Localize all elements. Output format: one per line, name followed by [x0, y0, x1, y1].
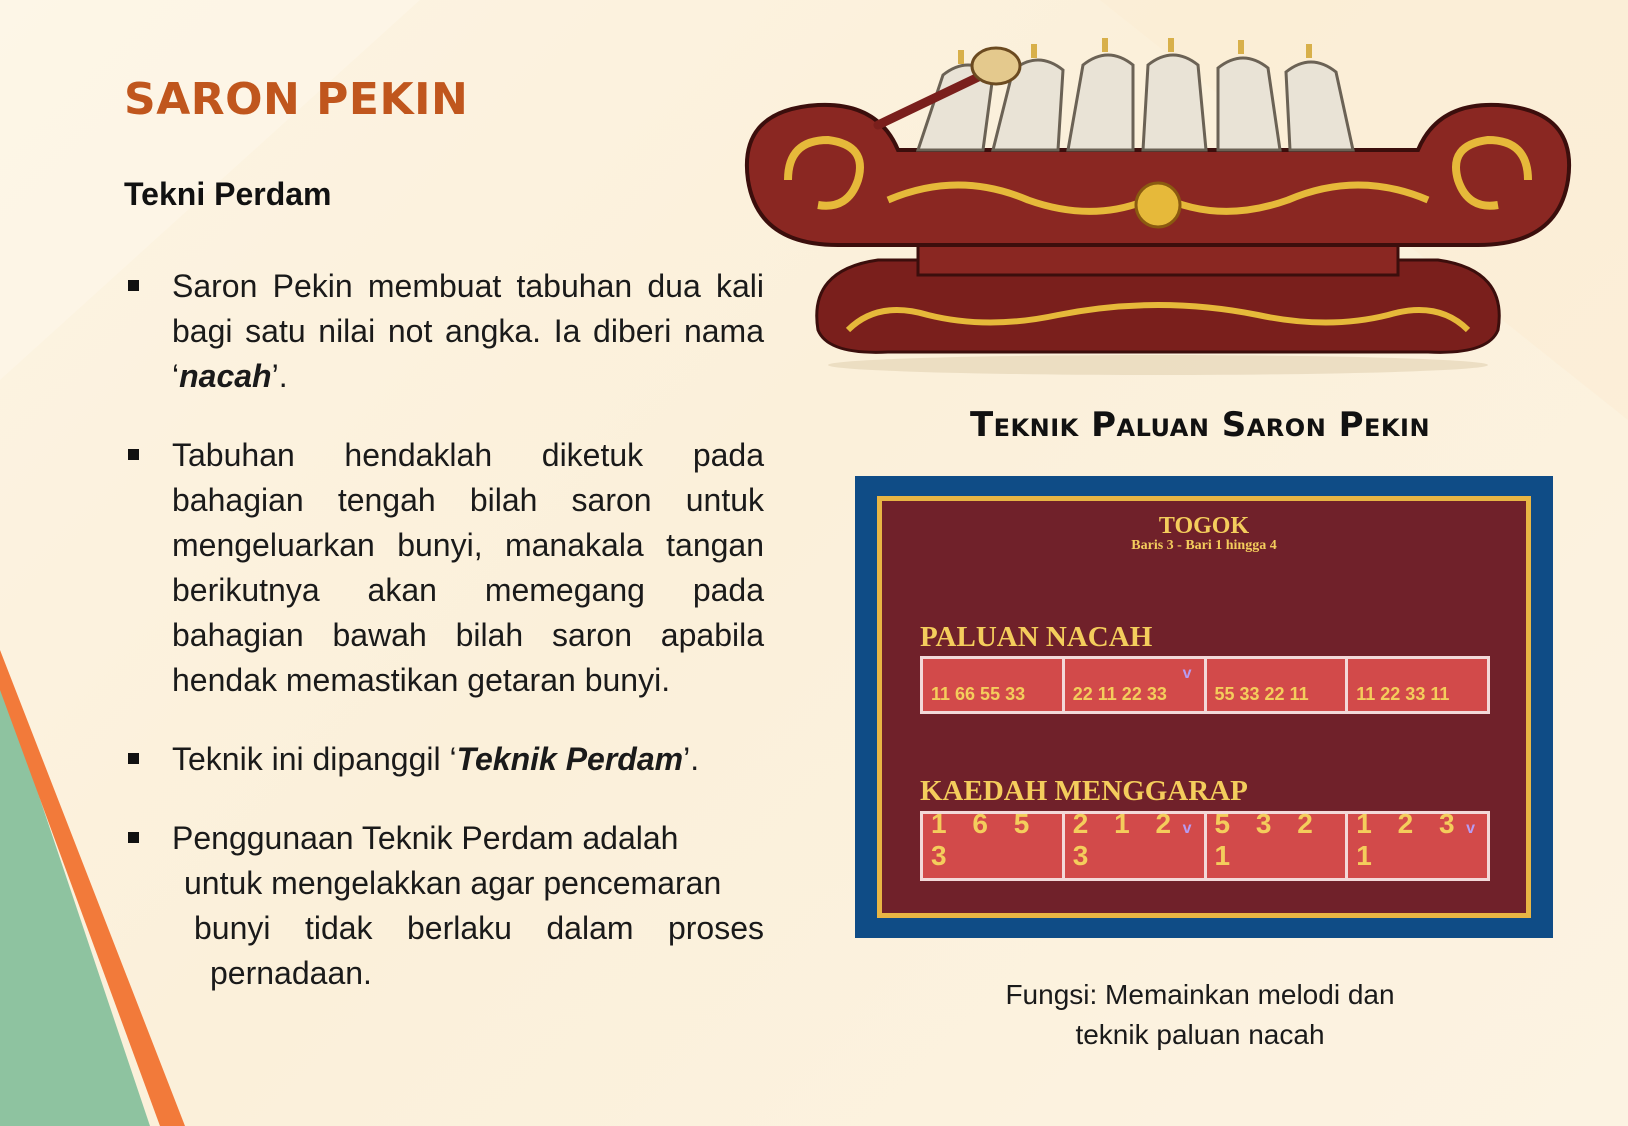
- notation-cell: 2 1 2 3 v: [1065, 814, 1207, 878]
- kaedah-menggarap-row: [920, 808, 1490, 881]
- emphasis-term: Teknik Perdam: [456, 741, 684, 777]
- section-subtitle: Tekni Perdam: [124, 176, 332, 212]
- bullet-item: Penggunaan Teknik Perdam adalah untuk mengelakkan agar pencemaran bunyi tidak berlaku dalam proses pernadaan.: [124, 816, 764, 996]
- togok-title: TOGOK: [1158, 513, 1250, 539]
- notation-cell: 11 66 55 33: [923, 659, 1065, 711]
- bullet-list: [124, 264, 764, 1030]
- saron-pekin-illustration: [728, 30, 1588, 380]
- figure-title: Teknik Paluan Saron Pekin: [969, 405, 1431, 445]
- bullet-item: Teknik ini dipanggil ‘Teknik Perdam’.: [124, 737, 764, 782]
- togok-subtitle: Baris 3 - Bari 1 hingga 4: [1131, 538, 1277, 553]
- caption-line: Fungsi: Memainkan melodi dan: [1005, 979, 1395, 1010]
- kaedah-menggarap-label: KAEDAH MENGGARAP: [920, 775, 1248, 807]
- page-title: SARON PEKIN: [124, 74, 469, 125]
- paluan-nacah-row: [920, 656, 1490, 714]
- paluan-nacah-label: PALUAN NACAH: [920, 621, 1153, 653]
- notation-board: [877, 496, 1531, 918]
- emphasis-term: nacah: [179, 358, 272, 394]
- caption-line: teknik paluan nacah: [1075, 1019, 1325, 1050]
- figure-caption: [930, 975, 1470, 1055]
- bullet-item: Tabuhan hendaklah diketuk pada bahagian tengah bilah saron untuk mengeluarkan bunyi, manakala tangan berikutnya akan memegang pada bahagian bawah bilah saron apabila hendak memastikan getaran bunyi.: [124, 433, 764, 703]
- notation-cell: 5 3 2 1: [1207, 814, 1349, 878]
- strike-marker: v: [1182, 665, 1192, 682]
- strike-marker: v: [1466, 820, 1475, 837]
- bullet-item: Saron Pekin membuat tabuhan dua kali bagi satu nilai not angka. Ia diberi nama ‘nacah’.: [124, 264, 764, 399]
- togok-heading: [882, 513, 1526, 554]
- notation-frame: [855, 476, 1553, 938]
- notation-cell: 22 11 22 33 v: [1065, 659, 1207, 711]
- notation-cell: 1 6 5 3: [923, 814, 1065, 878]
- notation-cell: 11 22 33 11: [1356, 684, 1450, 704]
- notation-cell: 1 2 3 1 v: [1356, 808, 1475, 871]
- notation-cell: 55 33 22 11: [1207, 659, 1349, 711]
- strike-marker: v: [1182, 820, 1192, 837]
